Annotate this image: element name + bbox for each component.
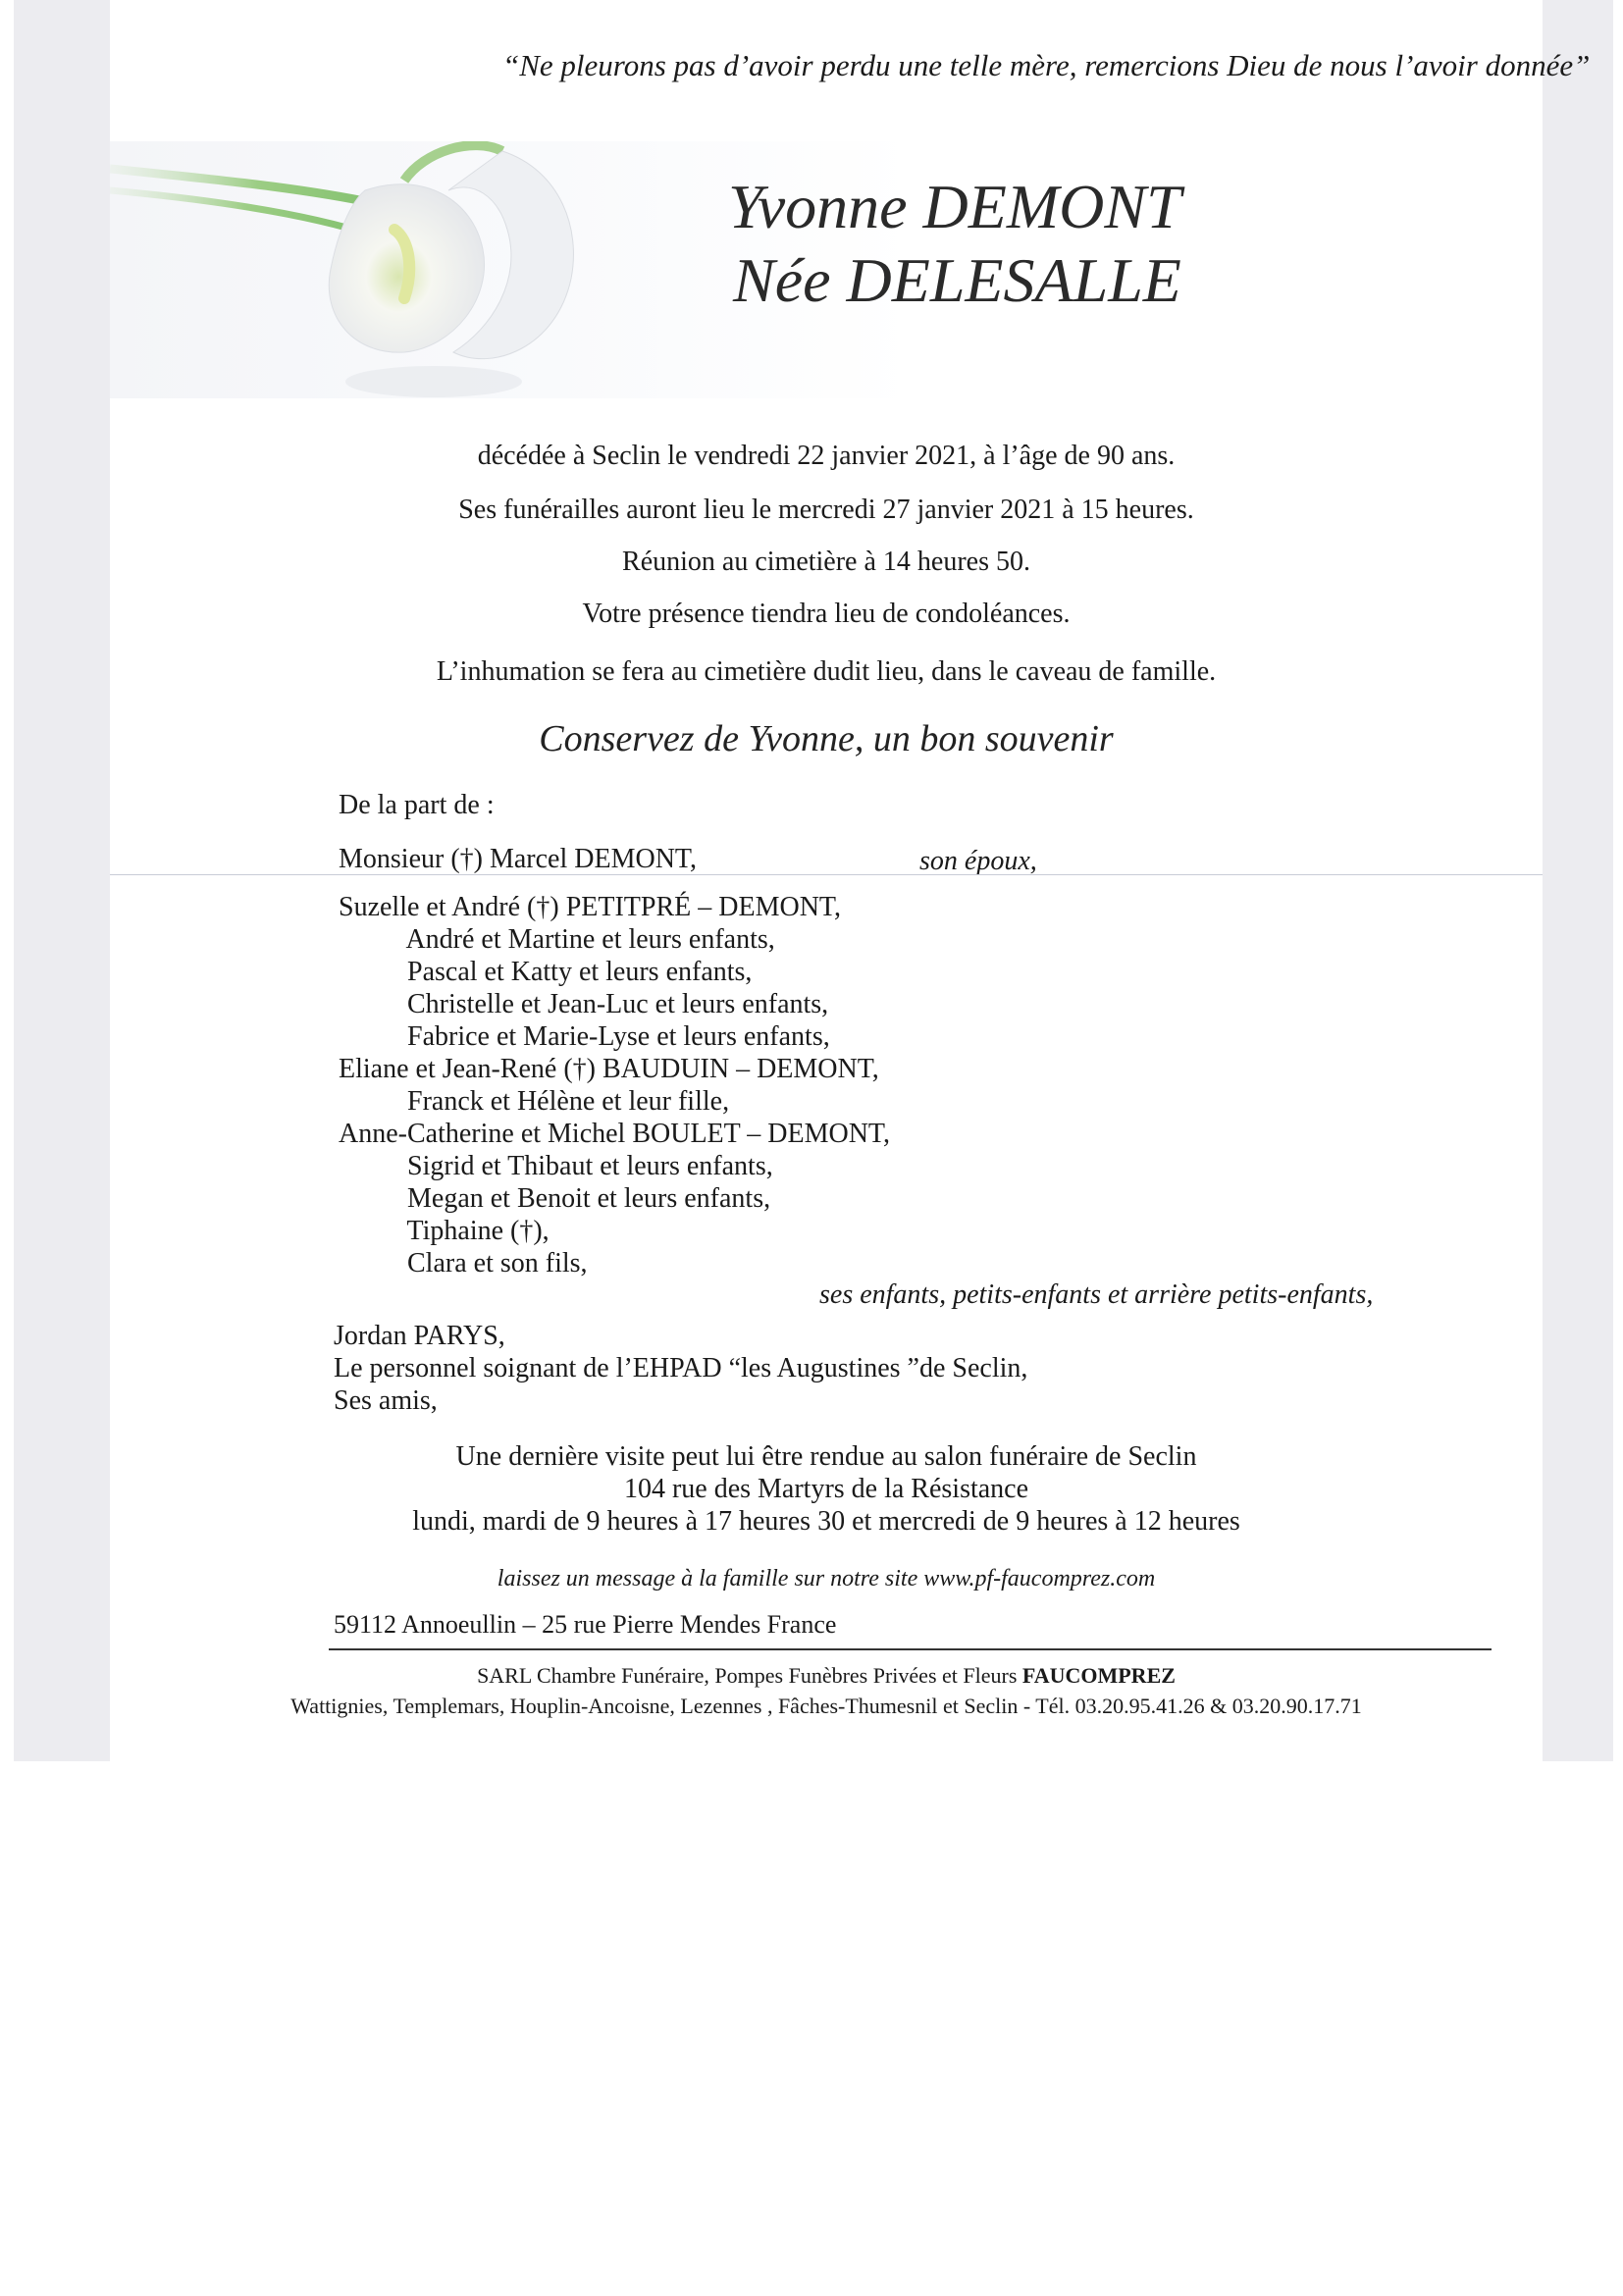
- family-member: Suzelle et André (†) PETITPRÉ – DEMONT,: [339, 892, 841, 922]
- other-mourner: Jordan PARYS,: [334, 1321, 505, 1351]
- keepsake-line: Conservez de Yvonne, un bon souvenir: [539, 718, 1114, 759]
- family-member: Eliane et Jean-René (†) BAUDUIN – DEMONT,: [339, 1054, 879, 1084]
- other-mourner: Le personnel soignant de l’EHPAD “les Augustines ”de Seclin,: [334, 1353, 1028, 1383]
- announcement-line: Votre présence tiendra lieu de condoléances.: [582, 599, 1071, 629]
- announcement-line: Réunion au cimetière à 14 heures 50.: [622, 547, 1030, 577]
- visit-line: Une dernière visite peut lui être rendue au salon funéraire de Seclin: [455, 1441, 1197, 1472]
- spouse-line: Monsieur (†) Marcel DEMONT,: [339, 844, 697, 874]
- company-prefix: SARL Chambre Funéraire, Pompes Funèbres Privées et Fleurs: [477, 1663, 1022, 1688]
- calla-lily-illustration: [110, 141, 679, 406]
- obituary-sheet: [110, 14, 1591, 1761]
- scan-edge-right: [1543, 0, 1613, 1761]
- family-member: Sigrid et Thibaut et leurs enfants,: [339, 1151, 773, 1181]
- other-mourner: Ses amis,: [334, 1385, 438, 1416]
- company-name: FAUCOMPREZ: [1021, 1663, 1176, 1688]
- footer-divider: [329, 1648, 1492, 1650]
- family-member: Clara et son fils,: [339, 1248, 588, 1278]
- announcement-line: L’inhumation se fera au cimetière dudit lieu, dans le caveau de famille.: [436, 656, 1217, 687]
- family-member: Anne-Catherine et Michel BOULET – DEMONT,: [339, 1119, 890, 1149]
- family-member: André et Martine et leurs enfants,: [339, 924, 775, 955]
- maiden-name: Née DELESALLE: [733, 245, 1181, 315]
- family-member: Tiphaine (†),: [339, 1216, 550, 1246]
- family-member: Christelle et Jean-Luc et leurs enfants,: [339, 989, 829, 1019]
- family-member: Franck et Hélène et leur fille,: [339, 1086, 730, 1117]
- company-line: [110, 1665, 1543, 1687]
- website-message: laissez un message à la famille sur notre site www.pf-faucomprez.com: [497, 1566, 1156, 1592]
- announcement-line: Ses funérailles auront lieu le mercredi 27 janvier 2021 à 15 heures.: [458, 495, 1194, 525]
- company-locations: Wattignies, Templemars, Houplin-Ancoisne, Lezennes , Fâches-Thumesnil et Seclin - Tél. 03.20.95.41.26 & 03.20.90.17.71: [290, 1694, 1362, 1718]
- funeral-home-address: 59112 Annoeullin – 25 rue Pierre Mendes France: [334, 1610, 837, 1639]
- family-member: Fabrice et Marie-Lyse et leurs enfants,: [339, 1021, 830, 1052]
- spouse-role: son époux,: [919, 846, 1037, 876]
- family-member: Megan et Benoit et leurs enfants,: [339, 1183, 771, 1214]
- children-role: ses enfants, petits-enfants et arrière petits-enfants,: [819, 1279, 1374, 1310]
- deceased-name: Yvonne DEMONT: [728, 172, 1181, 241]
- announcement-line: décédée à Seclin le vendredi 22 janvier 2021, à l’âge de 90 ans.: [477, 441, 1176, 471]
- visit-hours: lundi, mardi de 9 heures à 17 heures 30 et mercredi de 9 heures à 12 heures: [412, 1506, 1240, 1537]
- visit-address: 104 rue des Martyrs de la Résistance: [623, 1474, 1029, 1504]
- family-member: Pascal et Katty et leurs enfants,: [339, 957, 753, 987]
- memorial-quote: “Ne pleurons pas d’avoir perdu une telle mère, remercions Dieu de nous l’avoir donnée”: [502, 48, 1591, 82]
- paper-fold-line: [110, 874, 1543, 875]
- family-intro: De la part de :: [339, 790, 495, 820]
- scan-edge-left: [14, 0, 110, 1761]
